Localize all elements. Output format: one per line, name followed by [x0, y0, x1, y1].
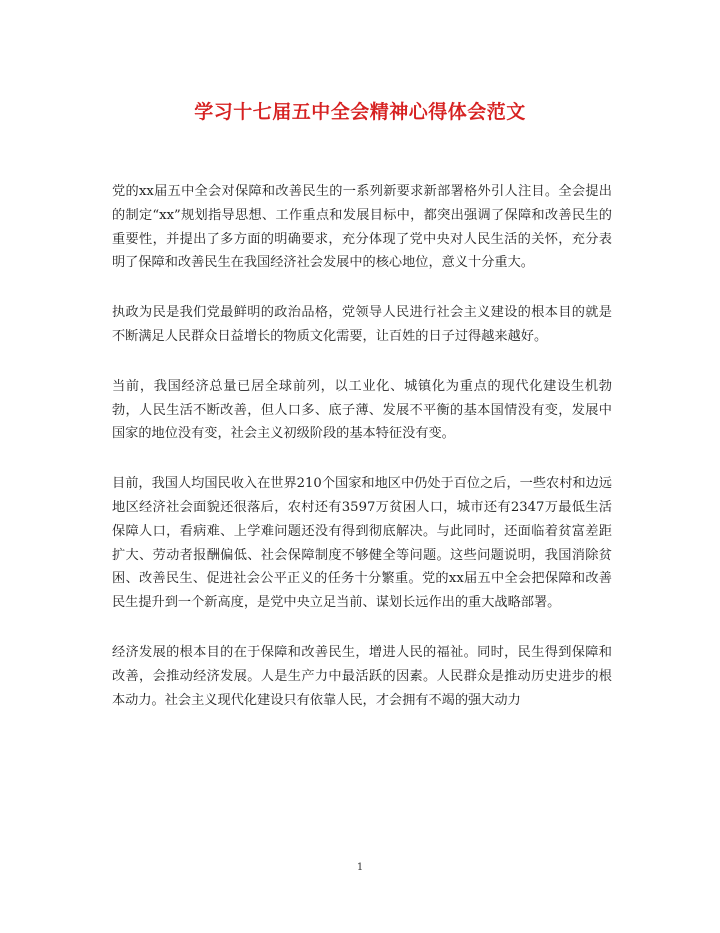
paragraph: 经济发展的根本目的在于保障和改善民生，增进人民的福祉。同时，民生得到保障和改善，会推动经济发展。人是生产力中最活跃的因素。人民群众是推动历史进步的根本动力。社会主义现代化建设只有依靠人民，才会拥有不竭的强大动力 [112, 644, 612, 708]
paragraph: 党的xx届五中全会对保障和改善民生的一系列新要求新部署格外引人注目。全会提出的制定“xx”规划指导思想、工作重点和发展目标中，都突出强调了保障和改善民生的重要性，并提出了多方面的明确要求，充分体现了党中央对人民生活的关怀，充分表明了保障和改善民生在我国经济社会发展中的核心地位，意义十分重大。 [112, 184, 612, 271]
document-title: 学习十七届五中全会精神心得体会范文 [194, 101, 526, 123]
footer-divider [0, 857, 720, 858]
paragraph: 当前，我国经济总量已居全球前列，以工业化、城镇化为重点的现代化建设生机勃勃，人民生活不断改善，但人口多、底子薄、发展不平衡的基本国情没有变，发展中国家的地位没有变，社会主义初级阶段的基本特征没有变。 [112, 378, 612, 442]
page-number: 1 [356, 862, 364, 873]
document-body [112, 180, 612, 738]
paragraph: 执政为民是我们党最鲜明的政治品格，党领导人民进行社会主义建设的根本目的就是不断满足人民群众日益增长的物质文化需要，让百姓的日子过得越来越好。 [112, 305, 612, 344]
paragraph: 目前，我国人均国民收入在世界210个国家和地区中仍处于百位之后，一些农村和边远地区经济社会面貌还很落后，农村还有3597万贫困人口，城市还有2347万最低生活保障人口，看病难、上学难问题还没有得到彻底解决。与此同时，还面临着贫富差距扩大、劳动者报酬偏低、社会保障制度不够健全等问题。这些问题说明，我国消除贫困、改善民生、促进社会公平正义的任务十分繁重。党的xx届五中全会把保障和改善民生提升到一个新高度，是党中央立足当前、谋划长远作出的重大战略部署。 [112, 476, 612, 611]
